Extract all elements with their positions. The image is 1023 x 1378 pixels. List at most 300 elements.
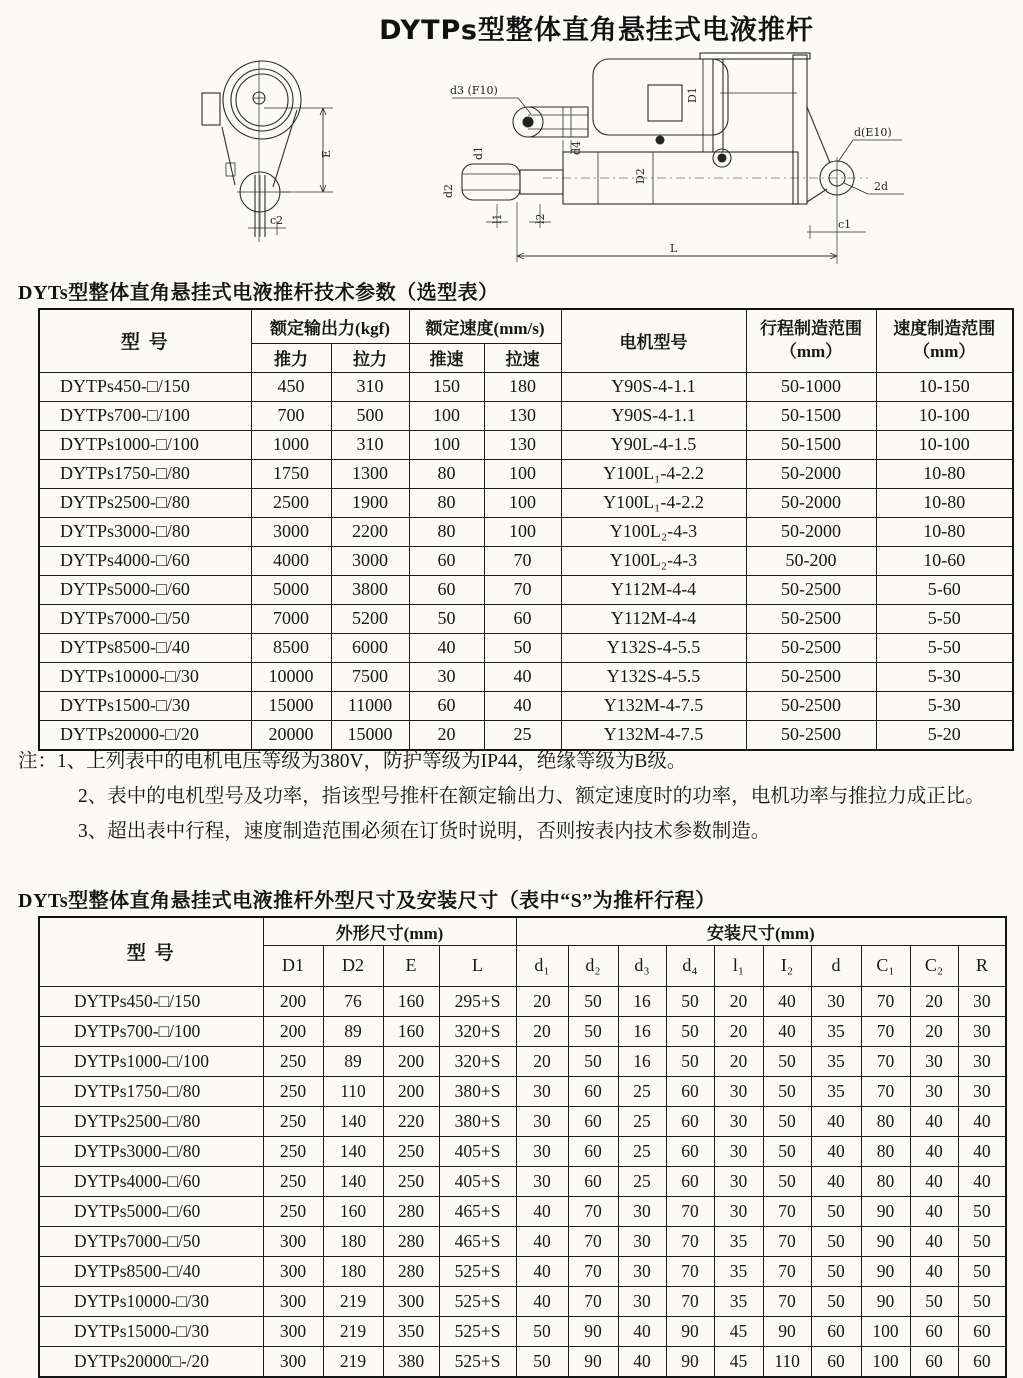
value-cell: 60 xyxy=(666,1166,714,1196)
table-row xyxy=(39,401,1013,430)
value-cell: 300 xyxy=(263,1316,323,1346)
value-cell: 70 xyxy=(763,1256,811,1286)
column-header: d₃ xyxy=(618,945,666,986)
value-cell: 10-80 xyxy=(876,517,1013,546)
value-cell: 100 xyxy=(861,1316,910,1346)
value-cell: 60 xyxy=(568,1076,618,1106)
table1-heading: DYTs型整体直角悬挂式电液推杆技术参数（选型表） xyxy=(18,282,499,304)
model-cell: DYTPs5000-□/60 xyxy=(39,575,251,604)
dim-label-d2: d2 xyxy=(442,183,455,198)
column-header: d₂ xyxy=(568,945,618,986)
value-cell: 5-50 xyxy=(876,633,1013,662)
value-cell: 50 xyxy=(811,1226,861,1256)
value-cell: Y132M-4-7.5 xyxy=(561,720,746,750)
column-header: C₂ xyxy=(910,945,958,986)
value-cell: 6000 xyxy=(331,633,409,662)
value-cell: 11000 xyxy=(331,691,409,720)
value-cell: 40 xyxy=(910,1166,958,1196)
value-cell: 310 xyxy=(331,430,409,459)
value-cell: 3000 xyxy=(251,517,331,546)
speed-range-label: 速度制造范围 xyxy=(893,318,996,338)
value-cell: 50 xyxy=(763,1076,811,1106)
value-cell: 320+S xyxy=(439,1046,516,1076)
value-cell: 150 xyxy=(409,372,484,401)
value-cell: 50 xyxy=(958,1256,1006,1286)
value-cell: 10-150 xyxy=(876,372,1013,401)
value-cell: 280 xyxy=(383,1226,439,1256)
value-cell: 100 xyxy=(861,1346,910,1377)
column-header: R xyxy=(958,945,1006,986)
column-header: D2 xyxy=(323,945,383,986)
value-cell: 465+S xyxy=(439,1196,516,1226)
value-cell: 50 xyxy=(763,1046,811,1076)
value-cell: 30 xyxy=(714,1166,763,1196)
value-cell: 10-80 xyxy=(876,488,1013,517)
value-cell: 16 xyxy=(618,986,666,1016)
value-cell: 40 xyxy=(484,662,561,691)
value-cell: 50-2500 xyxy=(746,575,876,604)
value-cell: 180 xyxy=(323,1256,383,1286)
value-cell: 60 xyxy=(958,1346,1006,1377)
column-header: d₄ xyxy=(666,945,714,986)
value-cell: 50 xyxy=(409,604,484,633)
value-cell: 70 xyxy=(484,575,561,604)
dim-label-l2: l2 xyxy=(534,213,547,224)
value-cell: 90 xyxy=(666,1346,714,1377)
value-cell: 30 xyxy=(618,1196,666,1226)
value-cell: 700 xyxy=(251,401,331,430)
dim-label-c2: c2 xyxy=(270,214,284,227)
value-cell: 160 xyxy=(383,1016,439,1046)
value-cell: 70 xyxy=(666,1226,714,1256)
model-cell: DYTPs10000-□/30 xyxy=(39,1286,263,1316)
value-cell: 250 xyxy=(383,1166,439,1196)
table-row xyxy=(39,1166,1006,1196)
dim-label-dE10: d(E10) xyxy=(854,126,892,139)
value-cell: 70 xyxy=(568,1286,618,1316)
value-cell: 250 xyxy=(263,1106,323,1136)
model-cell: DYTPs15000-□/30 xyxy=(39,1316,263,1346)
value-cell: 220 xyxy=(383,1106,439,1136)
value-cell: 219 xyxy=(323,1316,383,1346)
value-cell: 30 xyxy=(714,1196,763,1226)
value-cell: Y112M-4-4 xyxy=(561,575,746,604)
value-cell: 2500 xyxy=(251,488,331,517)
value-cell: 219 xyxy=(323,1346,383,1377)
value-cell: Y132S-4-5.5 xyxy=(561,633,746,662)
value-cell: 25 xyxy=(618,1136,666,1166)
table-row xyxy=(39,1256,1006,1286)
value-cell: 40 xyxy=(811,1106,861,1136)
value-cell: 45 xyxy=(714,1346,763,1377)
model-cell: DYTPs5000-□/60 xyxy=(39,1196,263,1226)
value-cell: 525+S xyxy=(439,1316,516,1346)
table-row xyxy=(39,1196,1006,1226)
table-row xyxy=(39,633,1013,662)
value-cell: 40 xyxy=(958,1166,1006,1196)
dim-label-d4: d4 xyxy=(570,140,583,155)
value-cell: 5-60 xyxy=(876,575,1013,604)
dimension-table-body xyxy=(39,986,1006,1377)
value-cell: 180 xyxy=(323,1226,383,1256)
value-cell: 40 xyxy=(910,1136,958,1166)
value-cell: Y112M-4-4 xyxy=(561,604,746,633)
value-cell: 380+S xyxy=(439,1076,516,1106)
value-cell: 5200 xyxy=(331,604,409,633)
value-cell: Y100L₂-4-3 xyxy=(561,517,746,546)
value-cell: 60 xyxy=(484,604,561,633)
value-cell: 30 xyxy=(409,662,484,691)
value-cell: 50-2000 xyxy=(746,517,876,546)
table-row xyxy=(39,986,1006,1016)
value-cell: 15000 xyxy=(331,720,409,750)
value-cell: 50 xyxy=(763,1136,811,1166)
value-cell: 30 xyxy=(714,1106,763,1136)
model-cell: DYTPs7000-□/50 xyxy=(39,604,251,633)
value-cell: 20 xyxy=(910,986,958,1016)
col-header-stroke-range xyxy=(746,309,876,372)
value-cell: 60 xyxy=(568,1136,618,1166)
value-cell: 130 xyxy=(484,401,561,430)
value-cell: 250 xyxy=(263,1196,323,1226)
value-cell: 50-2000 xyxy=(746,459,876,488)
value-cell: 30 xyxy=(714,1136,763,1166)
column-header: I₂ xyxy=(763,945,811,986)
value-cell: 20 xyxy=(910,1016,958,1046)
model-cell: DYTPs1000-□/100 xyxy=(39,430,251,459)
value-cell: 50 xyxy=(811,1286,861,1316)
value-cell: 80 xyxy=(861,1166,910,1196)
value-cell: 219 xyxy=(323,1286,383,1316)
column-header: D1 xyxy=(263,945,323,986)
value-cell: 7000 xyxy=(251,604,331,633)
value-cell: 160 xyxy=(383,986,439,1016)
value-cell: 60 xyxy=(409,546,484,575)
value-cell: 110 xyxy=(763,1346,811,1377)
value-cell: 4000 xyxy=(251,546,331,575)
end-view-svg xyxy=(178,50,383,268)
column-header: C₁ xyxy=(861,945,910,986)
dim-label-L: L xyxy=(670,242,678,255)
value-cell: Y100L₁-4-2.2 xyxy=(561,488,746,517)
model-cell: DYTPs20000□-/20 xyxy=(39,1346,263,1377)
value-cell: 40 xyxy=(484,691,561,720)
value-cell: 25 xyxy=(484,720,561,750)
value-cell: 20 xyxy=(409,720,484,750)
value-cell: 60 xyxy=(409,575,484,604)
value-cell: 465+S xyxy=(439,1226,516,1256)
model-cell: DYTPs1750-□/80 xyxy=(39,1076,263,1106)
value-cell: 90 xyxy=(666,1316,714,1346)
value-cell: 30 xyxy=(618,1226,666,1256)
value-cell: 200 xyxy=(383,1046,439,1076)
value-cell: 1000 xyxy=(251,430,331,459)
value-cell: 50 xyxy=(910,1286,958,1316)
value-cell: Y100L₁-4-2.2 xyxy=(561,459,746,488)
value-cell: 250 xyxy=(263,1166,323,1196)
value-cell: 90 xyxy=(861,1286,910,1316)
value-cell: 50 xyxy=(958,1286,1006,1316)
value-cell: 140 xyxy=(323,1106,383,1136)
value-cell: 50-2500 xyxy=(746,662,876,691)
table-row xyxy=(39,1346,1006,1377)
value-cell: 89 xyxy=(323,1016,383,1046)
value-cell: 5-20 xyxy=(876,720,1013,750)
model-cell: DYTPs3000-□/80 xyxy=(39,517,251,546)
value-cell: 295+S xyxy=(439,986,516,1016)
col-header-rated-force: 额定输出力(kgf) xyxy=(251,309,409,343)
value-cell: 40 xyxy=(516,1256,568,1286)
value-cell: 90 xyxy=(763,1316,811,1346)
value-cell: 60 xyxy=(666,1136,714,1166)
note-item-3: 3、超出表中行程，速度制造范围必须在订货时说明，否则按表内技术参数制造。 xyxy=(78,821,771,842)
value-cell: 5-30 xyxy=(876,662,1013,691)
value-cell: 20 xyxy=(714,1046,763,1076)
value-cell: 8500 xyxy=(251,633,331,662)
end-view-drawing xyxy=(178,50,383,268)
value-cell: 76 xyxy=(323,986,383,1016)
value-cell: 20 xyxy=(516,1016,568,1046)
value-cell: 110 xyxy=(323,1076,383,1106)
value-cell: 40 xyxy=(516,1196,568,1226)
value-cell: 1750 xyxy=(251,459,331,488)
value-cell: 80 xyxy=(861,1136,910,1166)
page-title: DYTPs型整体直角悬挂式电液推杆 xyxy=(379,15,814,46)
value-cell: 200 xyxy=(383,1076,439,1106)
value-cell: 30 xyxy=(714,1076,763,1106)
stroke-range-label: 行程制造范围 xyxy=(760,318,863,338)
value-cell: 525+S xyxy=(439,1346,516,1377)
value-cell: 40 xyxy=(910,1106,958,1136)
value-cell: 80 xyxy=(409,488,484,517)
value-cell: 300 xyxy=(263,1286,323,1316)
value-cell: 70 xyxy=(861,986,910,1016)
value-cell: 70 xyxy=(666,1286,714,1316)
value-cell: 40 xyxy=(409,633,484,662)
value-cell: 60 xyxy=(811,1346,861,1377)
dim-label-D1: D1 xyxy=(686,87,699,103)
col-header-model: 型 号 xyxy=(39,917,263,986)
value-cell: 100 xyxy=(484,459,561,488)
value-cell: 300 xyxy=(263,1226,323,1256)
value-cell: 70 xyxy=(666,1196,714,1226)
value-cell: 70 xyxy=(861,1046,910,1076)
value-cell: 50 xyxy=(811,1196,861,1226)
value-cell: 25 xyxy=(618,1166,666,1196)
table-row xyxy=(39,1106,1006,1136)
value-cell: 100 xyxy=(484,488,561,517)
value-cell: 40 xyxy=(618,1316,666,1346)
value-cell: 40 xyxy=(910,1256,958,1286)
col-header-model: 型 号 xyxy=(39,309,251,372)
value-cell: 525+S xyxy=(439,1256,516,1286)
value-cell: 405+S xyxy=(439,1136,516,1166)
col-header-outline-dims: 外形尺寸(mm) xyxy=(263,917,516,945)
value-cell: 30 xyxy=(618,1256,666,1286)
model-cell: DYTPs450-□/150 xyxy=(39,372,251,401)
table-row xyxy=(39,488,1013,517)
value-cell: 70 xyxy=(861,1016,910,1046)
value-cell: 30 xyxy=(958,1076,1006,1106)
value-cell: 40 xyxy=(516,1286,568,1316)
value-cell: 250 xyxy=(263,1046,323,1076)
column-header: l₁ xyxy=(714,945,763,986)
value-cell: 10000 xyxy=(251,662,331,691)
value-cell: 35 xyxy=(714,1256,763,1286)
value-cell: 60 xyxy=(666,1106,714,1136)
value-cell: 380 xyxy=(383,1346,439,1377)
model-cell: DYTPs1000-□/100 xyxy=(39,1046,263,1076)
model-cell: DYTPs1500-□/30 xyxy=(39,691,251,720)
value-cell: 40 xyxy=(910,1226,958,1256)
value-cell: 50 xyxy=(763,1166,811,1196)
value-cell: 140 xyxy=(323,1166,383,1196)
value-cell: 40 xyxy=(958,1106,1006,1136)
value-cell: 100 xyxy=(409,430,484,459)
value-cell: Y132M-4-7.5 xyxy=(561,691,746,720)
value-cell: 100 xyxy=(409,401,484,430)
value-cell: 80 xyxy=(409,459,484,488)
value-cell: 1300 xyxy=(331,459,409,488)
dimension-table xyxy=(38,916,1007,1378)
column-header: d₁ xyxy=(516,945,568,986)
col-header-pull-speed: 拉速 xyxy=(484,343,561,372)
value-cell: 7500 xyxy=(331,662,409,691)
value-cell: 130 xyxy=(484,430,561,459)
value-cell: 70 xyxy=(763,1226,811,1256)
value-cell: 5-30 xyxy=(876,691,1013,720)
value-cell: 100 xyxy=(484,517,561,546)
value-cell: 50 xyxy=(666,986,714,1016)
value-cell: 2200 xyxy=(331,517,409,546)
value-cell: 35 xyxy=(714,1286,763,1316)
value-cell: 70 xyxy=(763,1196,811,1226)
value-cell: 200 xyxy=(263,1016,323,1046)
table-row xyxy=(39,372,1013,401)
col-header-push-force: 推力 xyxy=(251,343,331,372)
notes-block xyxy=(18,744,1020,849)
value-cell: 160 xyxy=(323,1196,383,1226)
value-cell: 60 xyxy=(811,1316,861,1346)
value-cell: 70 xyxy=(568,1196,618,1226)
value-cell: 40 xyxy=(811,1166,861,1196)
value-cell: 50 xyxy=(763,1106,811,1136)
value-cell: 380+S xyxy=(439,1106,516,1136)
value-cell: 50 xyxy=(958,1196,1006,1226)
value-cell: 90 xyxy=(861,1256,910,1286)
value-cell: 50-1000 xyxy=(746,372,876,401)
value-cell: 60 xyxy=(666,1076,714,1106)
value-cell: 50 xyxy=(811,1256,861,1286)
selection-table-body xyxy=(39,372,1013,750)
stroke-range-unit: （mm） xyxy=(779,341,843,361)
value-cell: 50 xyxy=(568,986,618,1016)
table2-heading: DYTs型整体直角悬挂式电液推杆外型尺寸及安装尺寸（表中“S”为推杆行程） xyxy=(18,890,716,912)
column-header: L xyxy=(439,945,516,986)
selection-table xyxy=(38,308,1014,751)
value-cell: 30 xyxy=(910,1046,958,1076)
value-cell: 280 xyxy=(383,1196,439,1226)
value-cell: 50 xyxy=(666,1016,714,1046)
model-cell: DYTPs8500-□/40 xyxy=(39,633,251,662)
value-cell: 40 xyxy=(763,986,811,1016)
value-cell: 140 xyxy=(323,1136,383,1166)
value-cell: 280 xyxy=(383,1256,439,1286)
value-cell: 16 xyxy=(618,1016,666,1046)
value-cell: 20 xyxy=(714,986,763,1016)
speed-range-unit: （mm） xyxy=(913,341,976,361)
model-cell: DYTPs8500-□/40 xyxy=(39,1256,263,1286)
note-item-1: 注：1、上列表中的电机电压等级为380V，防护等级为IP44，绝缘等级为B级。 xyxy=(18,751,687,772)
value-cell: Y90S-4-1.1 xyxy=(561,401,746,430)
value-cell: 70 xyxy=(763,1286,811,1316)
value-cell: 35 xyxy=(811,1076,861,1106)
value-cell: 50-200 xyxy=(746,546,876,575)
model-cell: DYTPs10000-□/30 xyxy=(39,662,251,691)
value-cell: 1900 xyxy=(331,488,409,517)
value-cell: 10-100 xyxy=(876,430,1013,459)
table-row xyxy=(39,1316,1006,1346)
dim-label-E: E xyxy=(320,149,333,159)
value-cell: 20 xyxy=(714,1016,763,1046)
value-cell: 250 xyxy=(263,1076,323,1106)
value-cell: 90 xyxy=(861,1196,910,1226)
table-row xyxy=(39,1046,1006,1076)
value-cell: 15000 xyxy=(251,691,331,720)
table-row xyxy=(39,691,1013,720)
value-cell: 50-2500 xyxy=(746,720,876,750)
dim-label-2d: 2d xyxy=(874,180,889,193)
value-cell: Y90L-4-1.5 xyxy=(561,430,746,459)
value-cell: 310 xyxy=(331,372,409,401)
table-row xyxy=(39,575,1013,604)
col-header-install-dims: 安装尺寸(mm) xyxy=(516,917,1006,945)
model-cell: DYTPs3000-□/80 xyxy=(39,1136,263,1166)
model-cell: DYTPs450-□/150 xyxy=(39,986,263,1016)
dim-label-d3: d3 (F10) xyxy=(450,84,498,97)
value-cell: 80 xyxy=(861,1106,910,1136)
model-cell: DYTPs20000-□/20 xyxy=(39,720,251,750)
value-cell: 25 xyxy=(618,1076,666,1106)
value-cell: 30 xyxy=(958,986,1006,1016)
value-cell: 50 xyxy=(958,1226,1006,1256)
value-cell: 90 xyxy=(568,1346,618,1377)
value-cell: 50-1500 xyxy=(746,401,876,430)
side-view-drawing xyxy=(438,42,988,277)
value-cell: 50-1500 xyxy=(746,430,876,459)
value-cell: 50 xyxy=(568,1016,618,1046)
value-cell: 35 xyxy=(811,1016,861,1046)
value-cell: 40 xyxy=(958,1136,1006,1166)
col-header-rated-speed: 额定速度(mm/s) xyxy=(409,309,561,343)
value-cell: 30 xyxy=(910,1076,958,1106)
value-cell: 5-50 xyxy=(876,604,1013,633)
col-header-motor: 电机型号 xyxy=(561,309,746,372)
value-cell: 30 xyxy=(958,1046,1006,1076)
value-cell: 10-80 xyxy=(876,459,1013,488)
table-row xyxy=(39,1136,1006,1166)
value-cell: 500 xyxy=(331,401,409,430)
value-cell: 70 xyxy=(484,546,561,575)
value-cell: 250 xyxy=(263,1136,323,1166)
value-cell: 30 xyxy=(516,1136,568,1166)
table-row xyxy=(39,517,1013,546)
table-row xyxy=(39,546,1013,575)
value-cell: 30 xyxy=(618,1286,666,1316)
value-cell: 50 xyxy=(666,1046,714,1076)
value-cell: 60 xyxy=(958,1316,1006,1346)
value-cell: 70 xyxy=(861,1076,910,1106)
